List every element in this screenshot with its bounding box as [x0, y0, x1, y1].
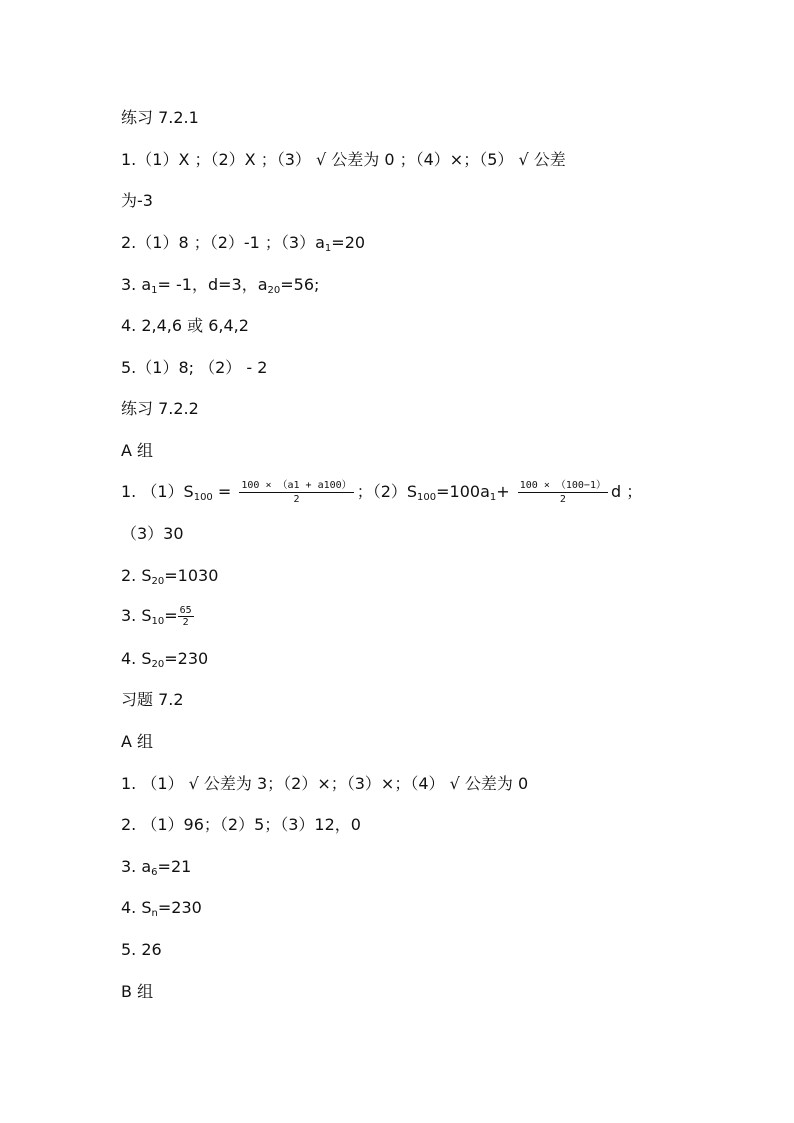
- answer-2-text-end: =20: [331, 233, 366, 252]
- answer-s2-1-plus: +: [496, 482, 515, 501]
- answer-s3-4-text-end: =230: [157, 898, 202, 917]
- group-a-label: A 组: [121, 441, 154, 460]
- answer-s2-3-equals: =: [164, 606, 178, 625]
- answer-s3-4: [121, 898, 202, 918]
- answer-s3-3-text-end: =21: [157, 857, 192, 876]
- fraction-1-denominator: 2: [293, 494, 300, 505]
- answer-3-subscript-2: 20: [267, 285, 281, 296]
- answer-3-subscript-1: 1: [151, 285, 158, 296]
- answer-s2-2-text-end: =1030: [164, 566, 219, 585]
- fraction-2: [518, 479, 608, 506]
- answer-5: 5.（1）8; （2） - 2: [121, 358, 268, 377]
- answer-s2-2-text: 2. S: [121, 566, 152, 585]
- answer-s2-2: [121, 566, 218, 586]
- answer-s3-3-text: 3. a: [121, 857, 152, 876]
- answer-s2-4: [121, 649, 208, 669]
- answer-s2-3: [121, 598, 197, 634]
- answer-s3-2: 2. （1）96；（2）5；（3）12，0: [121, 815, 361, 834]
- answer-2-text: 2.（1）8 ；（2）-1 ；（3）a: [121, 233, 325, 252]
- answer-s2-1-line-1: [121, 474, 642, 510]
- answer-s2-1-text-b: ；（2）S: [356, 482, 418, 501]
- fraction-3-denominator: 2: [182, 617, 189, 628]
- answer-3-text-mid: = -1，d=3，a: [157, 275, 268, 294]
- fraction-1: [239, 479, 353, 506]
- answer-s2-1-text: 1. （1）S: [121, 482, 194, 501]
- answer-4: 4. 2,4,6 或 6,4,2: [121, 316, 249, 335]
- answer-3-text-end: =56;: [280, 275, 320, 294]
- answer-1-line-2: 为-3: [121, 191, 153, 210]
- answer-s2-1-equals: =: [212, 482, 237, 501]
- fraction-2-denominator: 2: [559, 494, 566, 505]
- answer-s3-5: 5. 26: [121, 940, 162, 959]
- group-b-label: B 组: [121, 982, 154, 1001]
- answer-s2-1-text-c: =100a: [436, 482, 490, 501]
- answer-s2-1-subscript-2: 100: [417, 492, 437, 503]
- heading-exercise-7-2-1: 练习 7.2.1: [121, 108, 199, 127]
- answer-s3-3: [121, 857, 191, 877]
- answer-2: [121, 233, 365, 253]
- answer-s2-3-text: 3. S: [121, 606, 152, 625]
- fraction-2-numerator: 100 × （100−1）: [519, 480, 606, 491]
- answer-1-line-1: 1.（1）X ；（2）X ；（3） √ 公差为 0 ；（4）×；（5） √ 公差: [121, 150, 566, 169]
- answer-s2-4-subscript: 20: [151, 659, 165, 670]
- fraction-1-numerator: 100 × （a1 + a100）: [241, 480, 352, 491]
- answer-s2-1-subscript-3: 1: [489, 492, 497, 503]
- fraction-3-numerator: 65: [179, 605, 192, 616]
- answer-s2-1-text-d: d ；: [610, 482, 643, 501]
- answer-s3-3-subscript: 6: [151, 867, 158, 878]
- group-a-label-2: A 组: [121, 732, 154, 751]
- answer-3: [121, 275, 319, 295]
- answer-s2-1-line-2: （3）30: [121, 524, 184, 543]
- answer-s2-2-subscript: 20: [151, 576, 165, 587]
- fraction-3: [178, 605, 194, 628]
- heading-exercise-7-2-2: 练习 7.2.2: [121, 399, 199, 418]
- answer-s3-4-subscript: n: [151, 908, 158, 919]
- answer-s2-4-text-end: =230: [164, 649, 209, 668]
- answer-s2-4-text: 4. S: [121, 649, 152, 668]
- heading-exercises-7-2: 习题 7.2: [121, 690, 184, 709]
- answer-s2-3-subscript: 10: [151, 616, 165, 627]
- answer-s2-1-subscript-1: 100: [193, 492, 213, 503]
- answer-2-subscript: 1: [324, 243, 332, 254]
- answer-s3-1: 1. （1） √ 公差为 3；（2）×；（3）×；（4） √ 公差为 0: [121, 774, 529, 793]
- answer-s3-4-text: 4. S: [121, 898, 152, 917]
- answer-3-text: 3. a: [121, 275, 152, 294]
